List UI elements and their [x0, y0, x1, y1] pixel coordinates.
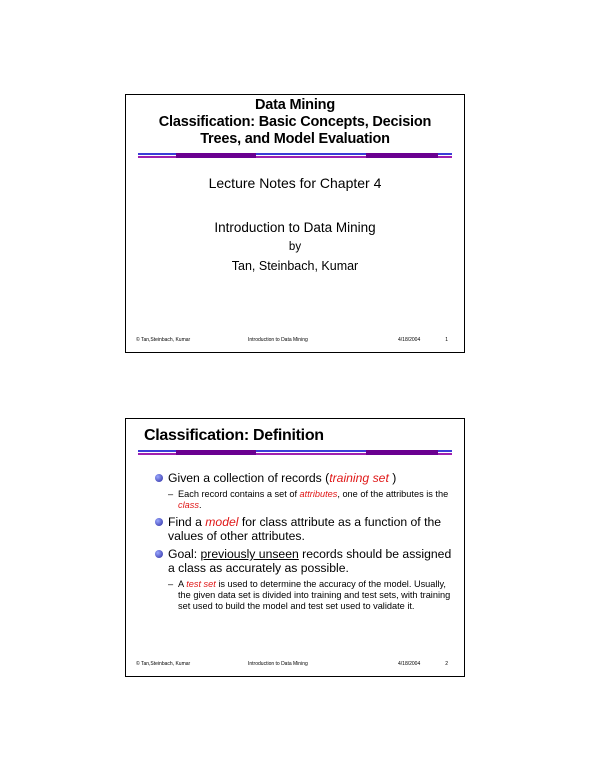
bullet-goal: Goal: previously unseen records should be assigned a class as accurately as possible.: [158, 547, 452, 575]
dash-icon: –: [168, 579, 174, 589]
lecture-notes: Lecture Notes for Chapter 4: [208, 175, 382, 191]
slide-2-footer: [136, 661, 448, 671]
footer-page-number: 2: [445, 661, 448, 667]
slide-1-title: [126, 97, 464, 148]
footer-page-number: 1: [445, 337, 448, 343]
footer-date: 4/18/2004: [398, 337, 421, 343]
slide-1-footer: [136, 337, 448, 347]
term-class: class: [178, 500, 199, 510]
title-divider: [138, 153, 452, 158]
footer-copyright: © Tan,Steinbach, Kumar: [136, 337, 191, 343]
slide-2-title: Classification: Definition: [144, 427, 324, 444]
term-attributes: attributes: [299, 489, 338, 499]
footer-date: 4/18/2004: [398, 661, 421, 667]
footer-book: Introduction to Data Mining: [248, 661, 308, 667]
sub-bullet-attributes: – Each record contains a set of attributes, one of the attributes is the class.: [168, 489, 449, 510]
bullet-icon: [155, 550, 163, 558]
authors: Tan, Steinbach, Kumar: [231, 259, 359, 273]
sub-bullet-test-set: – A test set is used to determine the accuracy of the model. Usually, the given data set is divided into training and test sets, with training set used to build the model and test set used to validate it.: [168, 579, 451, 611]
footer-book: Introduction to Data Mining: [248, 337, 308, 343]
slide-1: [125, 94, 465, 353]
title-divider: [138, 450, 452, 455]
slide-2: [125, 418, 465, 677]
book-title: Introduction to Data Mining: [214, 220, 376, 235]
footer-copyright: © Tan,Steinbach, Kumar: [136, 661, 191, 667]
bullet-icon: [155, 518, 163, 526]
term-model: model: [205, 515, 239, 529]
term-test-set: test set: [186, 579, 216, 589]
term-previously-unseen: previously unseen: [200, 547, 299, 561]
slide-2-content: [158, 471, 452, 616]
bullet-icon: [155, 474, 163, 482]
dash-icon: –: [168, 489, 174, 499]
title-line-2: Classification: Basic Concepts, Decision: [158, 114, 432, 130]
term-training-set: training set: [329, 471, 389, 485]
by-text: by: [288, 241, 302, 253]
bullet-model: Find a model for class attribute as a function of the values of other attributes.: [158, 515, 452, 543]
bullet-training-set: Given a collection of records (training set ): [158, 471, 452, 485]
title-line-1: Data Mining: [255, 97, 335, 113]
title-line-3: Trees, and Model Evaluation: [200, 131, 390, 147]
